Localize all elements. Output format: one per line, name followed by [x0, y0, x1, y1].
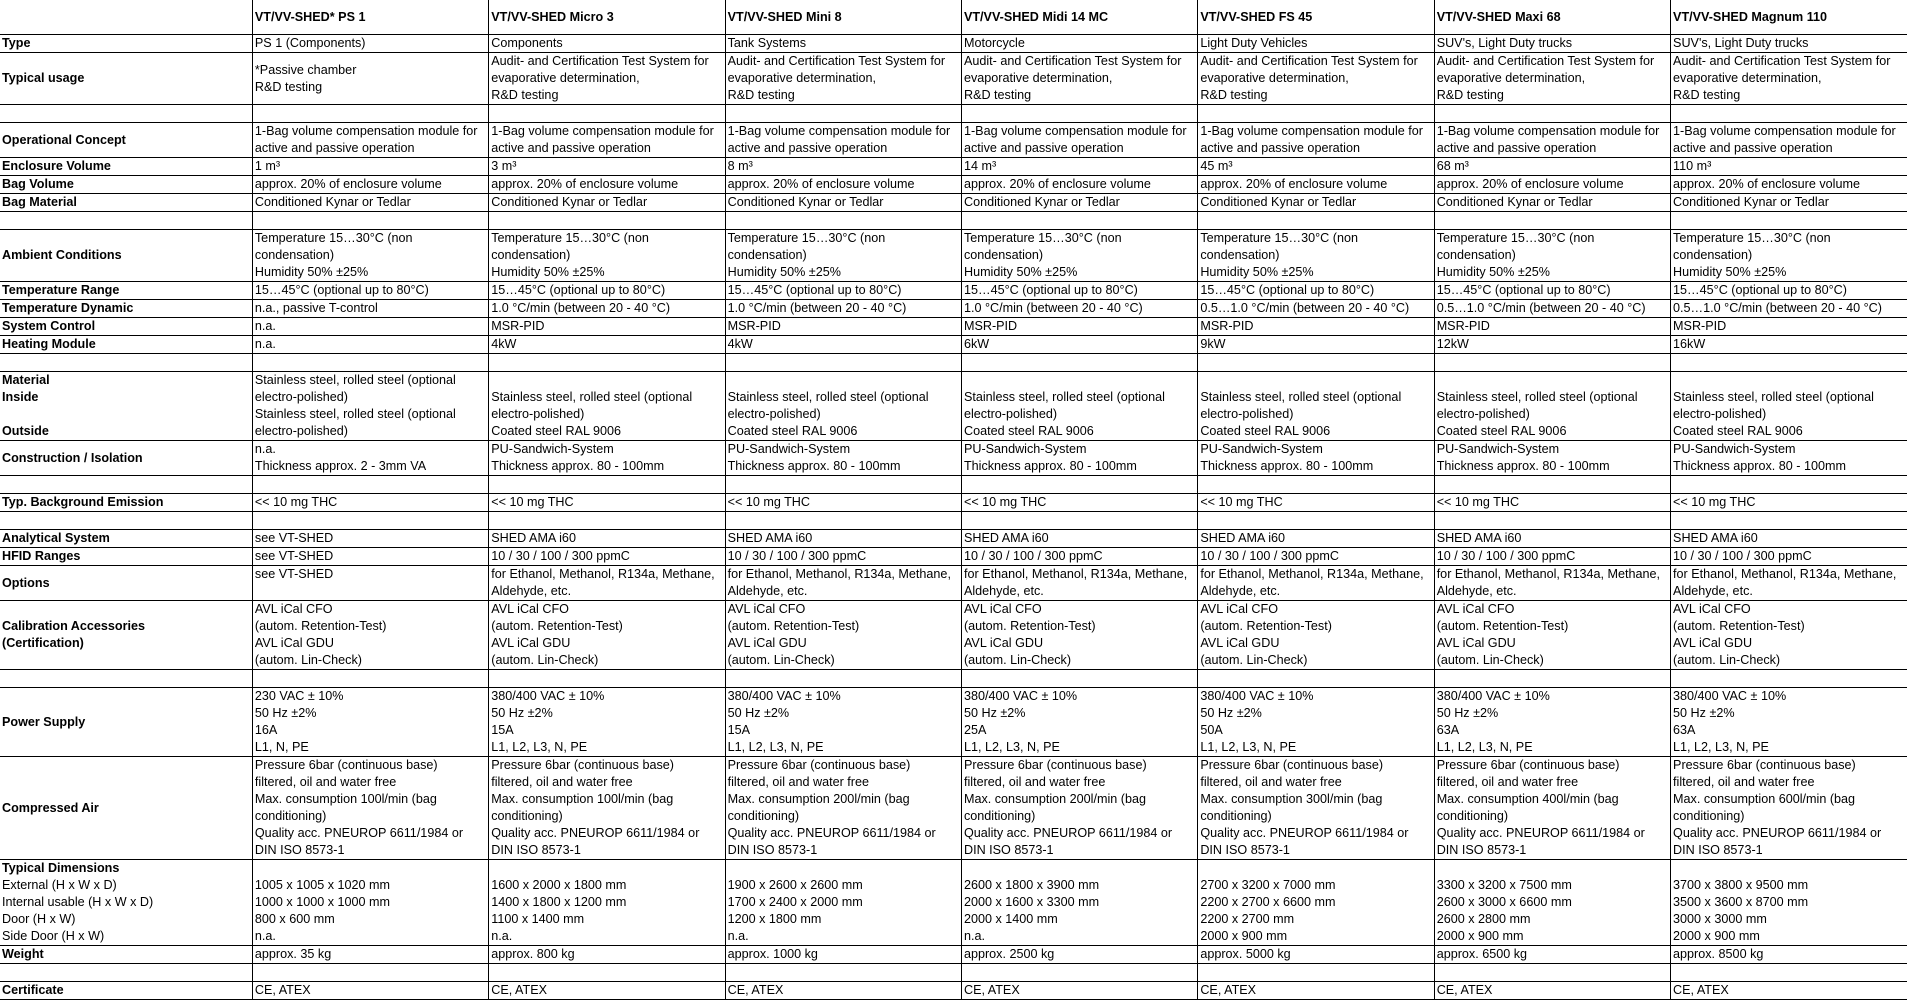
cell: MSR-PID: [1434, 318, 1670, 336]
cell: 380/400 VAC ± 10% 50 Hz ±2% 63A L1, L2, L3, N, PE: [1434, 688, 1670, 757]
row-label: Bag Material: [0, 194, 252, 212]
cell: 68 m³: [1434, 158, 1670, 176]
cell: n.a. Thickness approx. 2 - 3mm VA: [252, 441, 488, 476]
cell: 15…45°C (optional up to 80°C): [961, 282, 1197, 300]
cell: Pressure 6bar (continuous base) filtered, oil and water free Max. consumption 600l/min (bag conditioning) Quality acc. PNEUROP 6611/1984 or DIN ISO 8573-1: [1671, 757, 1907, 860]
cell: 1-Bag volume compensation module for active and passive operation: [489, 123, 725, 158]
row-temperature-dynamic: [0, 300, 1907, 318]
row-label-title: Typical Dimensions: [2, 861, 120, 875]
cell: << 10 mg THC: [489, 494, 725, 512]
row-operational-concept: [0, 123, 1907, 158]
row-label: Heating Module: [0, 336, 252, 354]
cell: Pressure 6bar (continuous base) filtered, oil and water free Max. consumption 200l/min (bag conditioning) Quality acc. PNEUROP 6611/1984 or DIN ISO 8573-1: [961, 757, 1197, 860]
cell: Stainless steel, rolled steel (optional electro-polished) Coated steel RAL 9006: [961, 372, 1197, 441]
row-compressed-air: [0, 757, 1907, 860]
row-options: [0, 566, 1907, 601]
cell: approx. 2500 kg: [961, 946, 1197, 964]
cell: 2600 x 1800 x 3900 mm 2000 x 1600 x 3300 mm 2000 x 1400 mm n.a.: [961, 860, 1197, 946]
row-label: Compressed Air: [0, 757, 252, 860]
cell: AVL iCal CFO (autom. Retention-Test) AVL iCal GDU (autom. Lin-Check): [252, 601, 488, 670]
row-heating-module: [0, 336, 1907, 354]
cell: CE, ATEX: [725, 982, 961, 1000]
cell: 380/400 VAC ± 10% 50 Hz ±2% 50A L1, L2, L3, N, PE: [1198, 688, 1434, 757]
cell: 1-Bag volume compensation module for active and passive operation: [961, 123, 1197, 158]
row-label: System Control: [0, 318, 252, 336]
row-label: Calibration Accessories (Certification): [0, 601, 252, 670]
cell: 4kW: [725, 336, 961, 354]
spacer-row: [0, 512, 1907, 530]
product-header: VT/VV-SHED Midi 14 MC: [961, 0, 1197, 35]
row-label: Power Supply: [0, 688, 252, 757]
spacer-row: [0, 476, 1907, 494]
cell: for Ethanol, Methanol, R134a, Methane, Aldehyde, etc.: [1198, 566, 1434, 601]
cell: Temperature 15…30°C (non condensation) Humidity 50% ±25%: [1434, 230, 1670, 282]
cell: 1-Bag volume compensation module for active and passive operation: [1434, 123, 1670, 158]
row-weight: [0, 946, 1907, 964]
spacer-row: [0, 105, 1907, 123]
cell: see VT-SHED: [252, 566, 488, 601]
cell: SHED AMA i60: [961, 530, 1197, 548]
cell: 8 m³: [725, 158, 961, 176]
cell: PU-Sandwich-System Thickness approx. 80 - 100mm: [1434, 441, 1670, 476]
cell: MSR-PID: [961, 318, 1197, 336]
cell: Components: [489, 35, 725, 53]
row-label: Material Inside Outside: [0, 372, 252, 441]
cell: Temperature 15…30°C (non condensation) Humidity 50% ±25%: [252, 230, 488, 282]
cell: 0.5…1.0 °C/min (between 20 - 40 °C): [1434, 300, 1670, 318]
row-system-control: [0, 318, 1907, 336]
row-label: Ambient Conditions: [0, 230, 252, 282]
cell: approx. 800 kg: [489, 946, 725, 964]
cell: 1-Bag volume compensation module for active and passive operation: [1198, 123, 1434, 158]
cell: approx. 20% of enclosure volume: [1198, 176, 1434, 194]
cell: AVL iCal CFO (autom. Retention-Test) AVL iCal GDU (autom. Lin-Check): [1198, 601, 1434, 670]
cell: << 10 mg THC: [961, 494, 1197, 512]
row-calibration-accessories: [0, 601, 1907, 670]
cell: 15…45°C (optional up to 80°C): [1198, 282, 1434, 300]
cell: SHED AMA i60: [1671, 530, 1907, 548]
cell: Conditioned Kynar or Tedlar: [252, 194, 488, 212]
cell: 10 / 30 / 100 / 300 ppmC: [961, 548, 1197, 566]
spacer-row: [0, 354, 1907, 372]
cell: 3700 x 3800 x 9500 mm 3500 x 3600 x 8700 mm 3000 x 3000 mm 2000 x 900 mm: [1671, 860, 1907, 946]
cell: Stainless steel, rolled steel (optional electro-polished) Coated steel RAL 9006: [1198, 372, 1434, 441]
header-corner: [0, 0, 252, 35]
cell: 380/400 VAC ± 10% 50 Hz ±2% 25A L1, L2, L3, N, PE: [961, 688, 1197, 757]
cell: PS 1 (Components): [252, 35, 488, 53]
cell: 1 m³: [252, 158, 488, 176]
cell: Audit- and Certification Test System for evaporative determination, R&D testing: [725, 53, 961, 105]
cell: for Ethanol, Methanol, R134a, Methane, Aldehyde, etc.: [489, 566, 725, 601]
cell: 3 m³: [489, 158, 725, 176]
cell: PU-Sandwich-System Thickness approx. 80 - 100mm: [1671, 441, 1907, 476]
cell: 0.5…1.0 °C/min (between 20 - 40 °C): [1671, 300, 1907, 318]
row-type: [0, 35, 1907, 53]
row-analytical-system: [0, 530, 1907, 548]
cell: Stainless steel, rolled steel (optional electro-polished) Coated steel RAL 9006: [1671, 372, 1907, 441]
cell: Pressure 6bar (continuous base) filtered, oil and water free Max. consumption 100l/min (bag conditioning) Quality acc. PNEUROP 6611/1984 or DIN ISO 8573-1: [489, 757, 725, 860]
row-label: Weight: [0, 946, 252, 964]
cell: CE, ATEX: [252, 982, 488, 1000]
cell: see VT-SHED: [252, 548, 488, 566]
row-label-sublabels: External (H x W x D) Internal usable (H x W x D) Door (H x W) Side Door (H x W): [2, 878, 154, 943]
cell: Conditioned Kynar or Tedlar: [1671, 194, 1907, 212]
row-typical-usage: [0, 53, 1907, 105]
cell: << 10 mg THC: [1671, 494, 1907, 512]
row-label: Operational Concept: [0, 123, 252, 158]
cell: approx. 6500 kg: [1434, 946, 1670, 964]
cell: approx. 20% of enclosure volume: [252, 176, 488, 194]
cell: Audit- and Certification Test System for evaporative determination, R&D testing: [489, 53, 725, 105]
cell: for Ethanol, Methanol, R134a, Methane, Aldehyde, etc.: [725, 566, 961, 601]
product-header: VT/VV-SHED* PS 1: [252, 0, 488, 35]
row-label: Temperature Range: [0, 282, 252, 300]
cell: Pressure 6bar (continuous base) filtered, oil and water free Max. consumption 200l/min (bag conditioning) Quality acc. PNEUROP 6611/1984 or DIN ISO 8573-1: [725, 757, 961, 860]
cell: Tank Systems: [725, 35, 961, 53]
cell: Conditioned Kynar or Tedlar: [1434, 194, 1670, 212]
row-hfid-ranges: [0, 548, 1907, 566]
row-typical-dimensions: [0, 860, 1907, 946]
cell: 10 / 30 / 100 / 300 ppmC: [489, 548, 725, 566]
cell: Audit- and Certification Test System for evaporative determination, R&D testing: [961, 53, 1197, 105]
cell: AVL iCal CFO (autom. Retention-Test) AVL iCal GDU (autom. Lin-Check): [725, 601, 961, 670]
cell: AVL iCal CFO (autom. Retention-Test) AVL iCal GDU (autom. Lin-Check): [961, 601, 1197, 670]
row-label: Options: [0, 566, 252, 601]
product-header: VT/VV-SHED Micro 3: [489, 0, 725, 35]
cell: MSR-PID: [1198, 318, 1434, 336]
cell: Temperature 15…30°C (non condensation) Humidity 50% ±25%: [1198, 230, 1434, 282]
cell: PU-Sandwich-System Thickness approx. 80 - 100mm: [961, 441, 1197, 476]
cell: approx. 20% of enclosure volume: [489, 176, 725, 194]
cell: CE, ATEX: [1198, 982, 1434, 1000]
cell: n.a.: [252, 318, 488, 336]
cell: 6kW: [961, 336, 1197, 354]
cell: Audit- and Certification Test System for evaporative determination, R&D testing: [1198, 53, 1434, 105]
cell: 14 m³: [961, 158, 1197, 176]
product-header: VT/VV-SHED FS 45: [1198, 0, 1434, 35]
row-label: Bag Volume: [0, 176, 252, 194]
cell: << 10 mg THC: [1198, 494, 1434, 512]
cell: << 10 mg THC: [1434, 494, 1670, 512]
cell: MSR-PID: [489, 318, 725, 336]
cell: 1-Bag volume compensation module for active and passive operation: [725, 123, 961, 158]
header-row: [0, 0, 1907, 35]
cell: Light Duty Vehicles: [1198, 35, 1434, 53]
cell: 15…45°C (optional up to 80°C): [1434, 282, 1670, 300]
cell: 10 / 30 / 100 / 300 ppmC: [1198, 548, 1434, 566]
cell: Conditioned Kynar or Tedlar: [961, 194, 1197, 212]
cell: Conditioned Kynar or Tedlar: [1198, 194, 1434, 212]
cell: PU-Sandwich-System Thickness approx. 80 - 100mm: [489, 441, 725, 476]
cell: 2700 x 3200 x 7000 mm 2200 x 2700 x 6600 mm 2200 x 2700 mm 2000 x 900 mm: [1198, 860, 1434, 946]
cell: SHED AMA i60: [1198, 530, 1434, 548]
cell: Temperature 15…30°C (non condensation) Humidity 50% ±25%: [725, 230, 961, 282]
cell: 10 / 30 / 100 / 300 ppmC: [1671, 548, 1907, 566]
row-ambient-conditions: [0, 230, 1907, 282]
cell: 1.0 °C/min (between 20 - 40 °C): [961, 300, 1197, 318]
row-bag-volume: [0, 176, 1907, 194]
cell: Stainless steel, rolled steel (optional electro-polished) Coated steel RAL 9006: [725, 372, 961, 441]
cell: SHED AMA i60: [489, 530, 725, 548]
cell: Conditioned Kynar or Tedlar: [489, 194, 725, 212]
cell: 1-Bag volume compensation module for active and passive operation: [1671, 123, 1907, 158]
cell: << 10 mg THC: [725, 494, 961, 512]
cell: Stainless steel, rolled steel (optional electro-polished) Coated steel RAL 9006: [1434, 372, 1670, 441]
cell: Pressure 6bar (continuous base) filtered, oil and water free Max. consumption 300l/min (bag conditioning) Quality acc. PNEUROP 6611/1984 or DIN ISO 8573-1: [1198, 757, 1434, 860]
cell: 3300 x 3200 x 7500 mm 2600 x 3000 x 6600 mm 2600 x 2800 mm 2000 x 900 mm: [1434, 860, 1670, 946]
cell: see VT-SHED: [252, 530, 488, 548]
cell: SHED AMA i60: [1434, 530, 1670, 548]
row-label: Analytical System: [0, 530, 252, 548]
cell: for Ethanol, Methanol, R134a, Methane, Aldehyde, etc.: [961, 566, 1197, 601]
row-label: Certificate: [0, 982, 252, 1000]
cell: SHED AMA i60: [725, 530, 961, 548]
cell: 230 VAC ± 10% 50 Hz ±2% 16A L1, N, PE: [252, 688, 488, 757]
cell: 15…45°C (optional up to 80°C): [1671, 282, 1907, 300]
cell: 15…45°C (optional up to 80°C): [725, 282, 961, 300]
cell: approx. 8500 kg: [1671, 946, 1907, 964]
cell: 4kW: [489, 336, 725, 354]
cell: 10 / 30 / 100 / 300 ppmC: [1434, 548, 1670, 566]
cell: 10 / 30 / 100 / 300 ppmC: [725, 548, 961, 566]
cell: MSR-PID: [1671, 318, 1907, 336]
cell: << 10 mg THC: [252, 494, 488, 512]
row-material: [0, 372, 1907, 441]
cell: AVL iCal CFO (autom. Retention-Test) AVL iCal GDU (autom. Lin-Check): [489, 601, 725, 670]
spacer-row: [0, 964, 1907, 982]
cell: Audit- and Certification Test System for evaporative determination, R&D testing: [1434, 53, 1670, 105]
cell: 12kW: [1434, 336, 1670, 354]
row-label: Typical usage: [0, 53, 252, 105]
row-bag-material: [0, 194, 1907, 212]
cell: CE, ATEX: [961, 982, 1197, 1000]
cell: PU-Sandwich-System Thickness approx. 80 - 100mm: [725, 441, 961, 476]
cell: approx. 20% of enclosure volume: [1671, 176, 1907, 194]
cell: 16kW: [1671, 336, 1907, 354]
cell: 380/400 VAC ± 10% 50 Hz ±2% 15A L1, L2, L3, N, PE: [725, 688, 961, 757]
cell: Stainless steel, rolled steel (optional electro-polished) Coated steel RAL 9006: [489, 372, 725, 441]
cell: Audit- and Certification Test System for evaporative determination, R&D testing: [1671, 53, 1907, 105]
product-header: VT/VV-SHED Magnum 110: [1671, 0, 1907, 35]
cell: 9kW: [1198, 336, 1434, 354]
cell: PU-Sandwich-System Thickness approx. 80 - 100mm: [1198, 441, 1434, 476]
cell: 1600 x 2000 x 1800 mm 1400 x 1800 x 1200 mm 1100 x 1400 mm n.a.: [489, 860, 725, 946]
cell: n.a., passive T-control: [252, 300, 488, 318]
cell: for Ethanol, Methanol, R134a, Methane, Aldehyde, etc.: [1671, 566, 1907, 601]
cell: CE, ATEX: [1434, 982, 1670, 1000]
cell: n.a.: [252, 336, 488, 354]
cell: 110 m³: [1671, 158, 1907, 176]
product-header: VT/VV-SHED Mini 8: [725, 0, 961, 35]
row-construction-isolation: [0, 441, 1907, 476]
cell: CE, ATEX: [489, 982, 725, 1000]
row-label: Type: [0, 35, 252, 53]
cell: Conditioned Kynar or Tedlar: [725, 194, 961, 212]
row-temperature-range: [0, 282, 1907, 300]
row-background-emission: [0, 494, 1907, 512]
cell: AVL iCal CFO (autom. Retention-Test) AVL iCal GDU (autom. Lin-Check): [1671, 601, 1907, 670]
cell: 1.0 °C/min (between 20 - 40 °C): [725, 300, 961, 318]
cell: Temperature 15…30°C (non condensation) Humidity 50% ±25%: [489, 230, 725, 282]
cell: Stainless steel, rolled steel (optional electro-polished) Stainless steel, rolled steel (optional electro-polished): [252, 372, 488, 441]
row-label: HFID Ranges: [0, 548, 252, 566]
row-power-supply: [0, 688, 1907, 757]
cell: 1900 x 2600 x 2600 mm 1700 x 2400 x 2000 mm 1200 x 1800 mm n.a.: [725, 860, 961, 946]
spacer-row: [0, 212, 1907, 230]
row-enclosure-volume: [0, 158, 1907, 176]
cell: *Passive chamber R&D testing: [252, 53, 488, 105]
cell: approx. 20% of enclosure volume: [961, 176, 1197, 194]
cell: 380/400 VAC ± 10% 50 Hz ±2% 15A L1, L2, L3, N, PE: [489, 688, 725, 757]
cell: approx. 35 kg: [252, 946, 488, 964]
cell: MSR-PID: [725, 318, 961, 336]
cell: 15…45°C (optional up to 80°C): [252, 282, 488, 300]
cell: approx. 20% of enclosure volume: [725, 176, 961, 194]
cell: 45 m³: [1198, 158, 1434, 176]
cell: approx. 1000 kg: [725, 946, 961, 964]
cell: Motorcycle: [961, 35, 1197, 53]
cell: 1-Bag volume compensation module for active and passive operation: [252, 123, 488, 158]
cell: Temperature 15…30°C (non condensation) Humidity 50% ±25%: [961, 230, 1197, 282]
row-label: [0, 860, 252, 946]
cell: approx. 20% of enclosure volume: [1434, 176, 1670, 194]
row-label: Typ. Background Emission: [0, 494, 252, 512]
product-header: VT/VV-SHED Maxi 68: [1434, 0, 1670, 35]
cell: Pressure 6bar (continuous base) filtered, oil and water free Max. consumption 100l/min (bag conditioning) Quality acc. PNEUROP 6611/1984 or DIN ISO 8573-1: [252, 757, 488, 860]
row-label: Construction / Isolation: [0, 441, 252, 476]
cell: 380/400 VAC ± 10% 50 Hz ±2% 63A L1, L2, L3, N, PE: [1671, 688, 1907, 757]
cell: Pressure 6bar (continuous base) filtered, oil and water free Max. consumption 400l/min (bag conditioning) Quality acc. PNEUROP 6611/1984 or DIN ISO 8573-1: [1434, 757, 1670, 860]
row-certificate: [0, 982, 1907, 1000]
cell: CE, ATEX: [1671, 982, 1907, 1000]
cell: Temperature 15…30°C (non condensation) Humidity 50% ±25%: [1671, 230, 1907, 282]
spacer-row: [0, 670, 1907, 688]
row-label: Enclosure Volume: [0, 158, 252, 176]
cell: for Ethanol, Methanol, R134a, Methane, Aldehyde, etc.: [1434, 566, 1670, 601]
cell: 1.0 °C/min (between 20 - 40 °C): [489, 300, 725, 318]
cell: 15…45°C (optional up to 80°C): [489, 282, 725, 300]
cell: AVL iCal CFO (autom. Retention-Test) AVL iCal GDU (autom. Lin-Check): [1434, 601, 1670, 670]
cell: 1005 x 1005 x 1020 mm 1000 x 1000 x 1000 mm 800 x 600 mm n.a.: [252, 860, 488, 946]
row-label: Temperature Dynamic: [0, 300, 252, 318]
cell: SUV's, Light Duty trucks: [1434, 35, 1670, 53]
cell: approx. 5000 kg: [1198, 946, 1434, 964]
cell: SUV's, Light Duty trucks: [1671, 35, 1907, 53]
cell: 0.5…1.0 °C/min (between 20 - 40 °C): [1198, 300, 1434, 318]
